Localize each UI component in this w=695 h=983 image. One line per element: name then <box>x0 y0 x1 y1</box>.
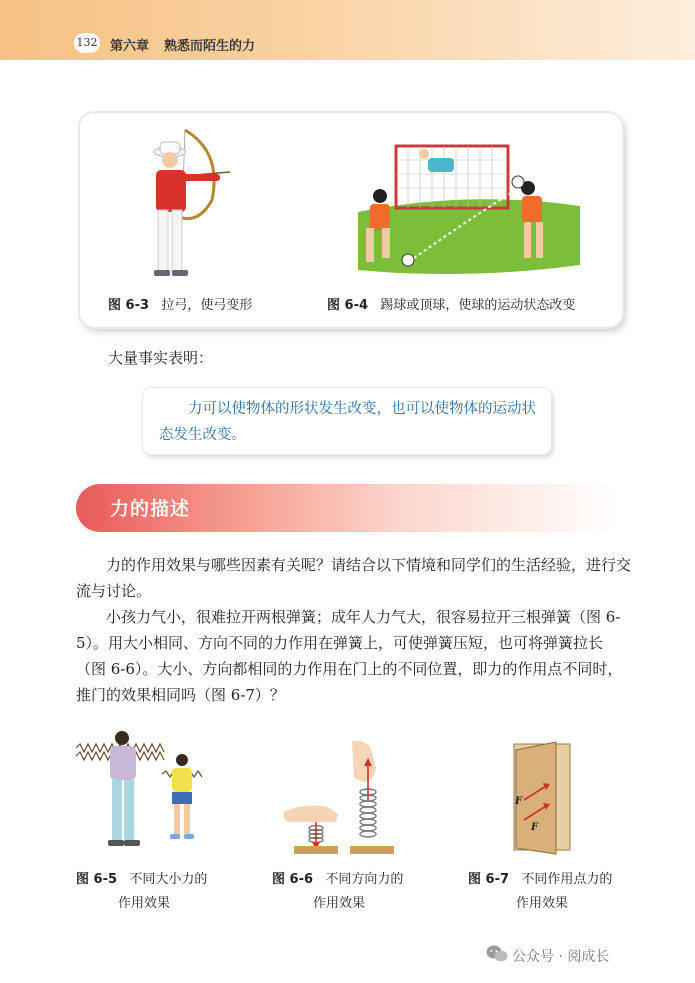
figure-text-6-6-line1: 不同方向力的 <box>325 872 404 887</box>
force-label-upper: F <box>515 796 523 807</box>
force-label-lower: F <box>531 822 539 833</box>
page-number: 132 <box>74 33 100 53</box>
figure-caption-6-4 <box>327 294 575 313</box>
figure-caption-6-6 <box>272 868 403 887</box>
spring-stretch-illustration <box>74 730 222 856</box>
page-header <box>0 0 695 60</box>
intro-text: 大量事实表明： <box>108 349 214 367</box>
paragraph-2: 小孩力气小，很难拉开两根弹簧；成年人力气大，很容易拉开三根弹簧（图 6-5）。用大小相同、方向不同的力作用在弹簧上，可使弹簧压短，也可将弹簧拉长（图 6-6）。大小、方向都相同的力作用在门上的不同位置，即力的作用点不同时，推门的效果相同吗（图 6-7）？ <box>76 608 623 704</box>
figure-caption-6-3 <box>108 294 252 313</box>
figure-caption-6-7 <box>468 868 612 887</box>
paragraph-1: 力的作用效果与哪些因素有关呢？请结合以下情境和同学们的生活经验，进行交流与讨论。 <box>76 556 632 600</box>
figure-label-6-6: 图 6-6 <box>272 872 314 887</box>
chapter-label: 第六章 <box>110 39 150 54</box>
figure-label-6-7: 图 6-7 <box>468 872 510 887</box>
soccer-illustration <box>358 140 580 280</box>
figure-text-6-4: 踢球或顶球，使球的运动状态改变 <box>380 298 576 313</box>
chapter-title: 熟悉而陌生的力 <box>164 39 256 54</box>
figure-text-6-5-line1: 不同大小力的 <box>129 872 208 887</box>
figure-label-6-4: 图 6-4 <box>327 298 369 313</box>
archer-illustration <box>130 122 240 284</box>
figure-text-6-7-line2: 作用效果 <box>516 896 569 911</box>
conclusion-text: 力可以使物体的形状发生改变，也可以使物体的运动状态发生改变。 <box>159 401 536 443</box>
figure-text-6-3: 拉弓，使弓变形 <box>161 298 253 313</box>
watermark-text: 公众号 · 阅成长 <box>512 949 610 965</box>
spring-direction-illustration <box>278 742 402 856</box>
figure-caption-6-5 <box>76 868 207 887</box>
figure-text-6-7-line1: 不同作用点力的 <box>521 872 613 887</box>
figure-text-6-6-line2: 作用效果 <box>313 896 366 911</box>
figure-label-6-5: 图 6-5 <box>76 872 118 887</box>
conclusion-box <box>143 388 551 454</box>
figure-label-6-3: 图 6-3 <box>108 298 150 313</box>
wechat-icon <box>486 944 508 964</box>
section-title: 力的描述 <box>110 498 191 520</box>
figure-text-6-5-line2: 作用效果 <box>118 896 171 911</box>
